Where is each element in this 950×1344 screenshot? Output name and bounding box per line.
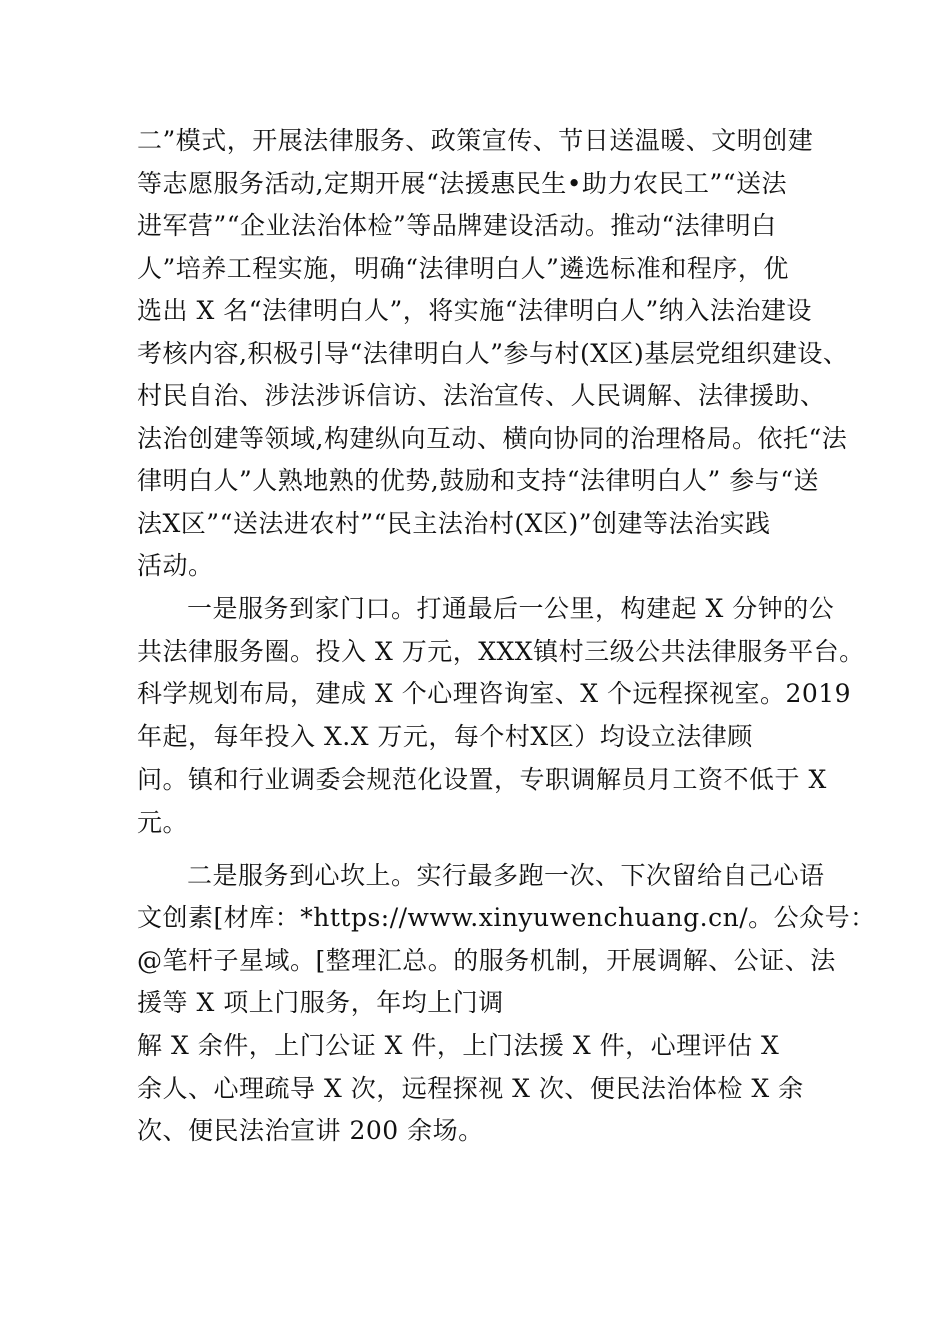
text-line: 余人、心理疏导 X 次，远程探视 X 次、便民法治体检 X 余	[137, 1074, 804, 1103]
text-line: @笔杆子星域。[整理汇总。的服务机制，开展调解、公证、法	[137, 946, 836, 975]
text-line: 援等 X 项上门服务，年均上门调	[137, 988, 504, 1017]
text-line: 等志愿服务活动,定期开展“法援惠民生•助力农民工”“送法	[137, 169, 788, 198]
text-line: 问。镇和行业调委会规范化设置，专职调解员月工资不低于 X	[137, 765, 827, 794]
paragraph-first-line: 一是服务到家门口。打通最后一公里，构建起 X 分钟的公	[187, 594, 835, 623]
text-line: 选出 X 名“法律明白人”，将实施“法律明白人”纳入法治建设	[137, 296, 812, 325]
text-line: 律明白人”人熟地熟的优势,鼓励和支持“法律明白人” 参与“送	[137, 466, 820, 495]
text-line: 活动。	[137, 551, 214, 580]
text-line: 解 X 余件，上门公证 X 件，上门法援 X 件，心理评估 X	[137, 1031, 780, 1060]
text-line: 科学规划布局，建成 X 个心理咨询室、X 个远程探视室。2019	[137, 679, 852, 708]
text-line: 次、便民法治宣讲 200 余场。	[137, 1116, 484, 1145]
text-line: 文创素[材库：*https://www.xinyuwenchuang.cn/。公众号：	[137, 903, 876, 932]
text-line: 共法律服务圈。投入 X 万元，XXX镇村三级公共法律服务平台。	[137, 637, 865, 666]
text-line: 法X区”“送法进农村”“民主法治村(X区)”创建等法治实践	[137, 509, 771, 538]
text-line: 元。	[137, 808, 189, 837]
text-line: 人”培养工程实施，明确“法律明白人”遴选标准和程序，优	[137, 254, 789, 283]
text-line: 进军营”“企业法治体检”等品牌建设活动。推动“法律明白	[137, 211, 777, 240]
text-line: 年起，每年投入 X.X 万元，每个村X区）均设立法律顾	[137, 722, 753, 751]
text-line: 村民自治、涉法涉诉信访、法治宣传、人民调解、法律援助、	[137, 381, 826, 410]
text-line: 考核内容,积极引导“法律明白人”参与村(X区)基层党组织建设、	[137, 339, 849, 368]
text-line: 二”模式，开展法律服务、政策宣传、节日送温暖、文明创建	[137, 126, 814, 155]
paragraph-first-line: 二是服务到心坎上。实行最多跑一次、下次留给自己心语	[187, 861, 825, 890]
text-line: 法治创建等领域,构建纵向互动、横向协同的治理格局。依托“法	[137, 424, 848, 453]
